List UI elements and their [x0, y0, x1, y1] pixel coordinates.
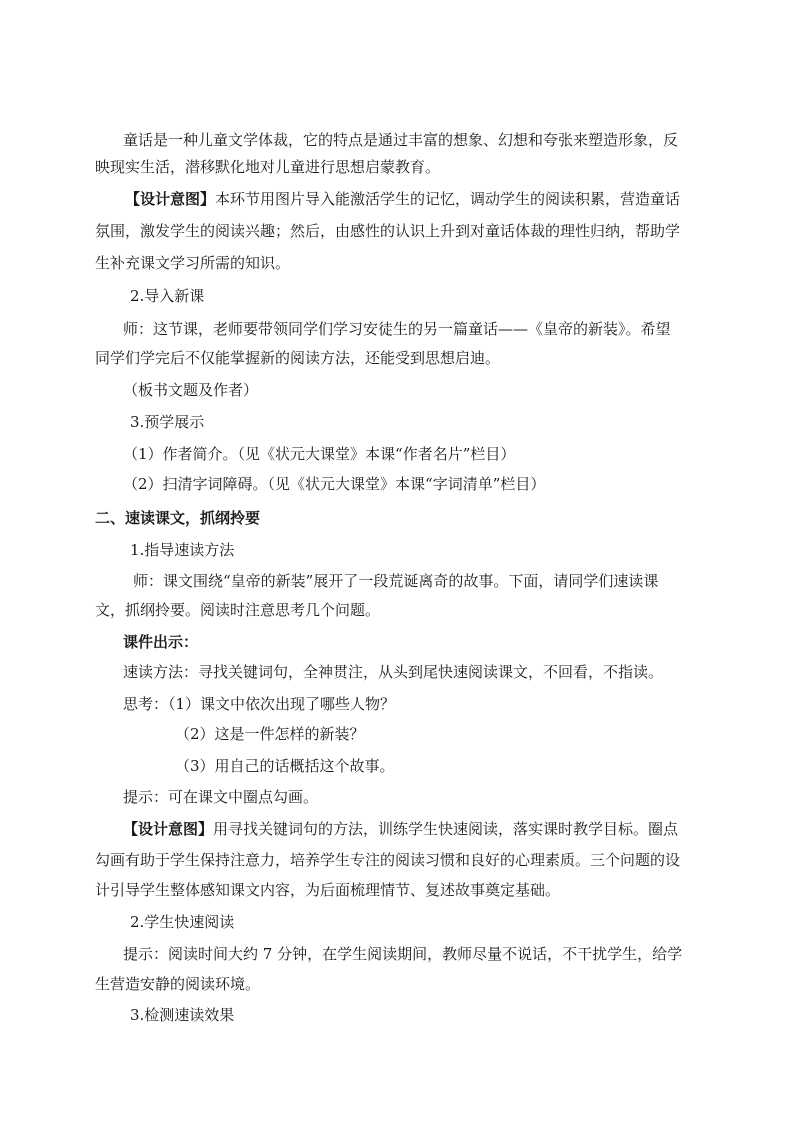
- paragraph-line: 生补充课文学习所需的知识。: [95, 254, 291, 272]
- paragraph-line: 生营造安静的阅读环境。: [95, 975, 261, 993]
- step-heading: 1.指导速读方法: [130, 541, 235, 559]
- paragraph-line: 映现实生活，潜移默化地对儿童进行思想启蒙教育。: [95, 158, 441, 176]
- step-heading: 2.导入新课: [130, 287, 205, 305]
- board-note: （板书文题及作者）: [123, 381, 259, 399]
- preview-item: （1）作者简介。（见《状元大课堂》本课“作者名片”栏目）: [123, 445, 516, 463]
- paragraph-line: 同学们学完后不仅能掌握新的阅读方法，还能受到思想启迪。: [95, 349, 501, 367]
- courseware-label: 课件出示：: [123, 633, 199, 651]
- design-intent-paragraph: [123, 819, 678, 839]
- step-heading: 3.预学展示: [130, 413, 205, 431]
- paragraph-text: 本环节用图片导入能激活学生的记忆，调动学生的阅读积累，营造童话: [215, 190, 681, 208]
- paragraph-line: 童话是一种儿童文学体裁，它的特点是通过丰富的想象、幻想和夸张来塑造形象，反: [123, 131, 679, 149]
- hint: 提示：可在课文中圈点勾画。: [123, 788, 319, 806]
- step-heading: 3.检测速读效果: [130, 1006, 235, 1024]
- paragraph-line: 师：这节课，老师要带领同学们学习安徒生的另一篇童话——《皇帝的新装》。希望: [123, 320, 671, 338]
- design-intent-tag: 【设计意图】: [125, 190, 216, 208]
- design-intent-tag: 【设计意图】: [123, 820, 214, 838]
- think-question: （3）用自己的话概括这个故事。: [175, 757, 395, 775]
- paragraph-line: 师：课文围绕“皇帝的新装”展开了一段荒诞离奇的故事。下面，请同学们速读课: [133, 572, 659, 590]
- speed-reading-method: 速读方法：寻找关键词句，全神贯注，从头到尾快速阅读课文，不回看，不指读。: [123, 663, 664, 681]
- paragraph-line: 氛围，激发学生的阅读兴趣；然后，由感性的认识上升到对童话体裁的理性归纳，帮助学: [95, 222, 681, 240]
- think-question: （2）这是一件怎样的新装？: [175, 725, 365, 743]
- paragraph-text: 用寻找关键词句的方法，训练学生快速阅读，落实课时教学目标。圈点: [213, 820, 679, 838]
- paragraph-line: 计引导学生整体感知课文内容，为后面梳理情节、复述故事奠定基础。: [95, 881, 561, 899]
- section-heading: 二、速读课文，抓纲拎要: [95, 509, 261, 527]
- step-heading: 2.学生快速阅读: [130, 913, 235, 931]
- paragraph-line: 勾画有助于学生保持注意力，培养学生专注的阅读习惯和良好的心理素质。三个问题的设: [95, 851, 681, 869]
- preview-item: （2）扫清字词障碍。（见《状元大课堂》本课“字词清单”栏目）: [123, 475, 546, 493]
- design-intent-paragraph: [125, 189, 680, 209]
- hint: 提示：阅读时间大约 7 分钟，在学生阅读期间，教师尽量不说话，不干扰学生，给学: [123, 945, 683, 963]
- paragraph-line: 文，抓纲拎要。阅读时注意思考几个问题。: [95, 601, 381, 619]
- think-question: 思考：（1）课文中依次出现了哪些人物？: [123, 695, 396, 713]
